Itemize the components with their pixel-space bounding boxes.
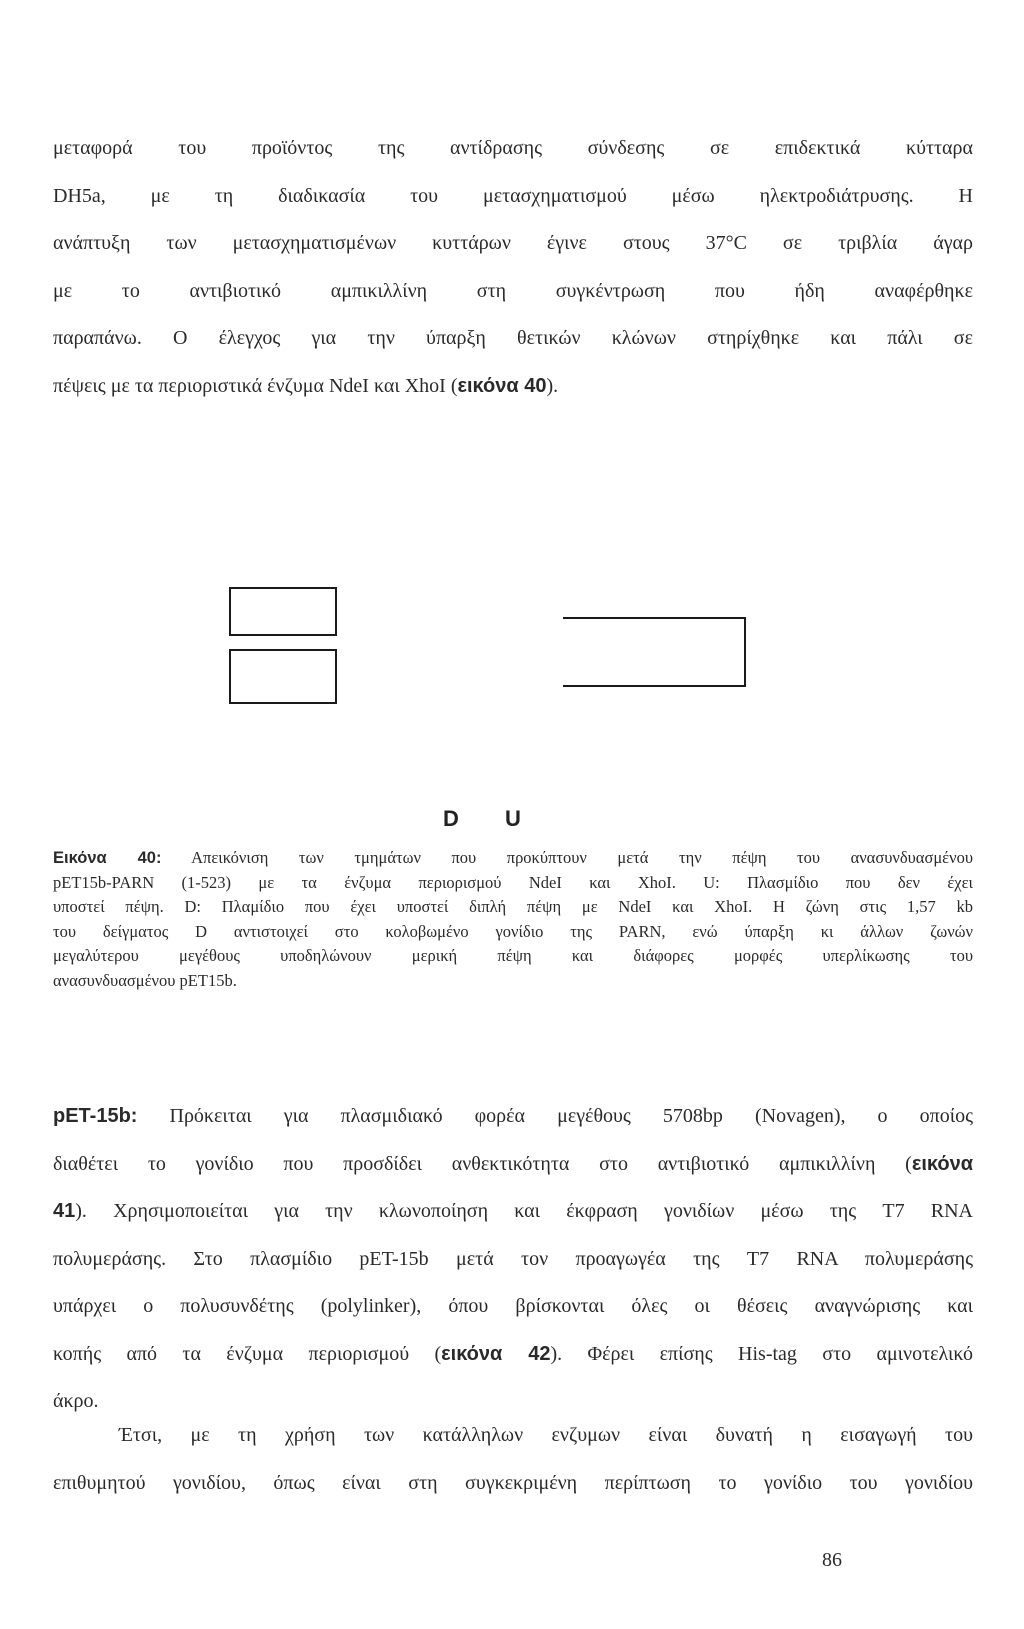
paragraph-line: Έτσι, με τη χρήση των κατάλληλων ενζυμων είναι δυνατή η εισαγωγή του — [119, 1424, 973, 1446]
gel-band — [230, 650, 336, 703]
text-run: πέψεις με τα περιοριστικά ένζυμα NdeI και XhoI ( — [53, 374, 458, 397]
page-number: 86 — [822, 1549, 842, 1571]
paragraph-line: με το αντιβιοτικό αμπικιλλίνη στη συγκέντρωση που ήδη αναφέρθηκε — [53, 279, 973, 302]
text-run: Απεικόνιση των τμημάτων που προκύπτουν μετά την πέψη του ανασυνδυασμένου — [161, 848, 973, 867]
paragraph-line: ανάπτυξη των μετασχηματισμένων κυττάρων έγινε στους 37°C σε τριβλία άγαρ — [53, 232, 973, 254]
paragraph-line — [53, 1331, 973, 1379]
figure-reference: εικόνα — [911, 1152, 973, 1175]
caption-line: του δείγματος D αντιστοιχεί στο κολοβωμένο γονίδιο της PARN, ενώ ύπαρξη κι άλλων ζωνών — [53, 921, 973, 941]
paragraph-2 — [53, 1093, 973, 1426]
text-run: ). — [546, 374, 559, 397]
paragraph-1 — [53, 125, 973, 410]
caption-line: ανασυνδυασμένου pET15b. — [53, 970, 237, 990]
lane-label-u: U — [505, 806, 521, 831]
lane-label-d: D — [443, 806, 459, 831]
term: pET-15b: — [53, 1105, 138, 1127]
text-run: διαθέτει το γονίδιο που προσδίδει ανθεκτικότητα στο αντιβιοτικό αμπικιλλίνη ( — [53, 1152, 912, 1175]
paragraph-line: υπάρχει ο πολυσυνδέτης (polylinker), όπου βρίσκονται όλες οι θέσεις αναγνώρισης και — [53, 1295, 973, 1317]
paragraph-line: πολυμεράσης. Στο πλασμίδιο pET-15b μετά τον προαγωγέα της T7 RNA πολυμεράσης — [53, 1247, 973, 1270]
caption-line: υποστεί πέψη. D: Πλαμίδιο που έχει υποστεί διπλή πέψη με NdeI και XhoI. Η ζώνη στις 1,57 kb — [53, 897, 973, 916]
paragraph-3 — [53, 1412, 973, 1507]
figure-reference: εικόνα 42 — [441, 1342, 551, 1365]
text-run: ). Χρησιμοποιείται για την κλωνοποίηση και έκφραση γονιδίων μέσω της T7 RNA — [75, 1200, 973, 1222]
text-run: Πρόκειται για πλασμιδιακό φορέα μεγέθους 5708bp (Novagen), ο οποίος — [137, 1105, 973, 1127]
figure-caption — [53, 846, 973, 993]
paragraph-line: παραπάνω. Ο έλεγχος για την ύπαρξη θετικών κλώνων στηρίχθηκε και πάλι σε — [53, 327, 973, 349]
caption-label: Εικόνα 40: — [53, 849, 162, 867]
text-run: κοπής από τα ένζυμα περιορισμού ( — [53, 1342, 442, 1365]
paragraph-line: επιθυμητού γονιδίου, όπως είναι στη συγκεκριμένη περίπτωση το γονίδιο του γονιδίου — [53, 1471, 973, 1494]
caption-line — [53, 846, 973, 871]
paragraph-line — [53, 1093, 973, 1141]
paragraph-line — [53, 1141, 973, 1189]
gel-band — [563, 618, 745, 686]
caption-line: pET15b-PARN (1-523) με τα ένζυμα περιορισμού NdeI και XhoI. U: Πλασμίδιο που δεν έχει — [53, 872, 973, 892]
caption-line: μεγαλύτερου μεγέθους υποδηλώνουν μερική πέψη και διάφορες μορφές υπερλίκωσης του — [53, 946, 973, 965]
gel-band — [230, 588, 336, 635]
text-run: ). Φέρει επίσης His-tag στο αμινοτελικό — [550, 1342, 973, 1365]
paragraph-line: DH5a, με τη διαδικασία του μετασχηματισμού μέσω ηλεκτροδιάτρυσης. Η — [53, 184, 973, 207]
figure-reference: εικόνα 40 — [457, 374, 547, 397]
figure-reference: 41 — [53, 1200, 76, 1222]
paragraph-line: άκρο. — [53, 1390, 99, 1412]
paragraph-line — [53, 363, 973, 411]
paragraph-line: μεταφορά του προϊόντος της αντίδρασης σύνδεσης σε επιδεκτικά κύτταρα — [53, 137, 973, 159]
paragraph-line — [53, 1188, 973, 1236]
